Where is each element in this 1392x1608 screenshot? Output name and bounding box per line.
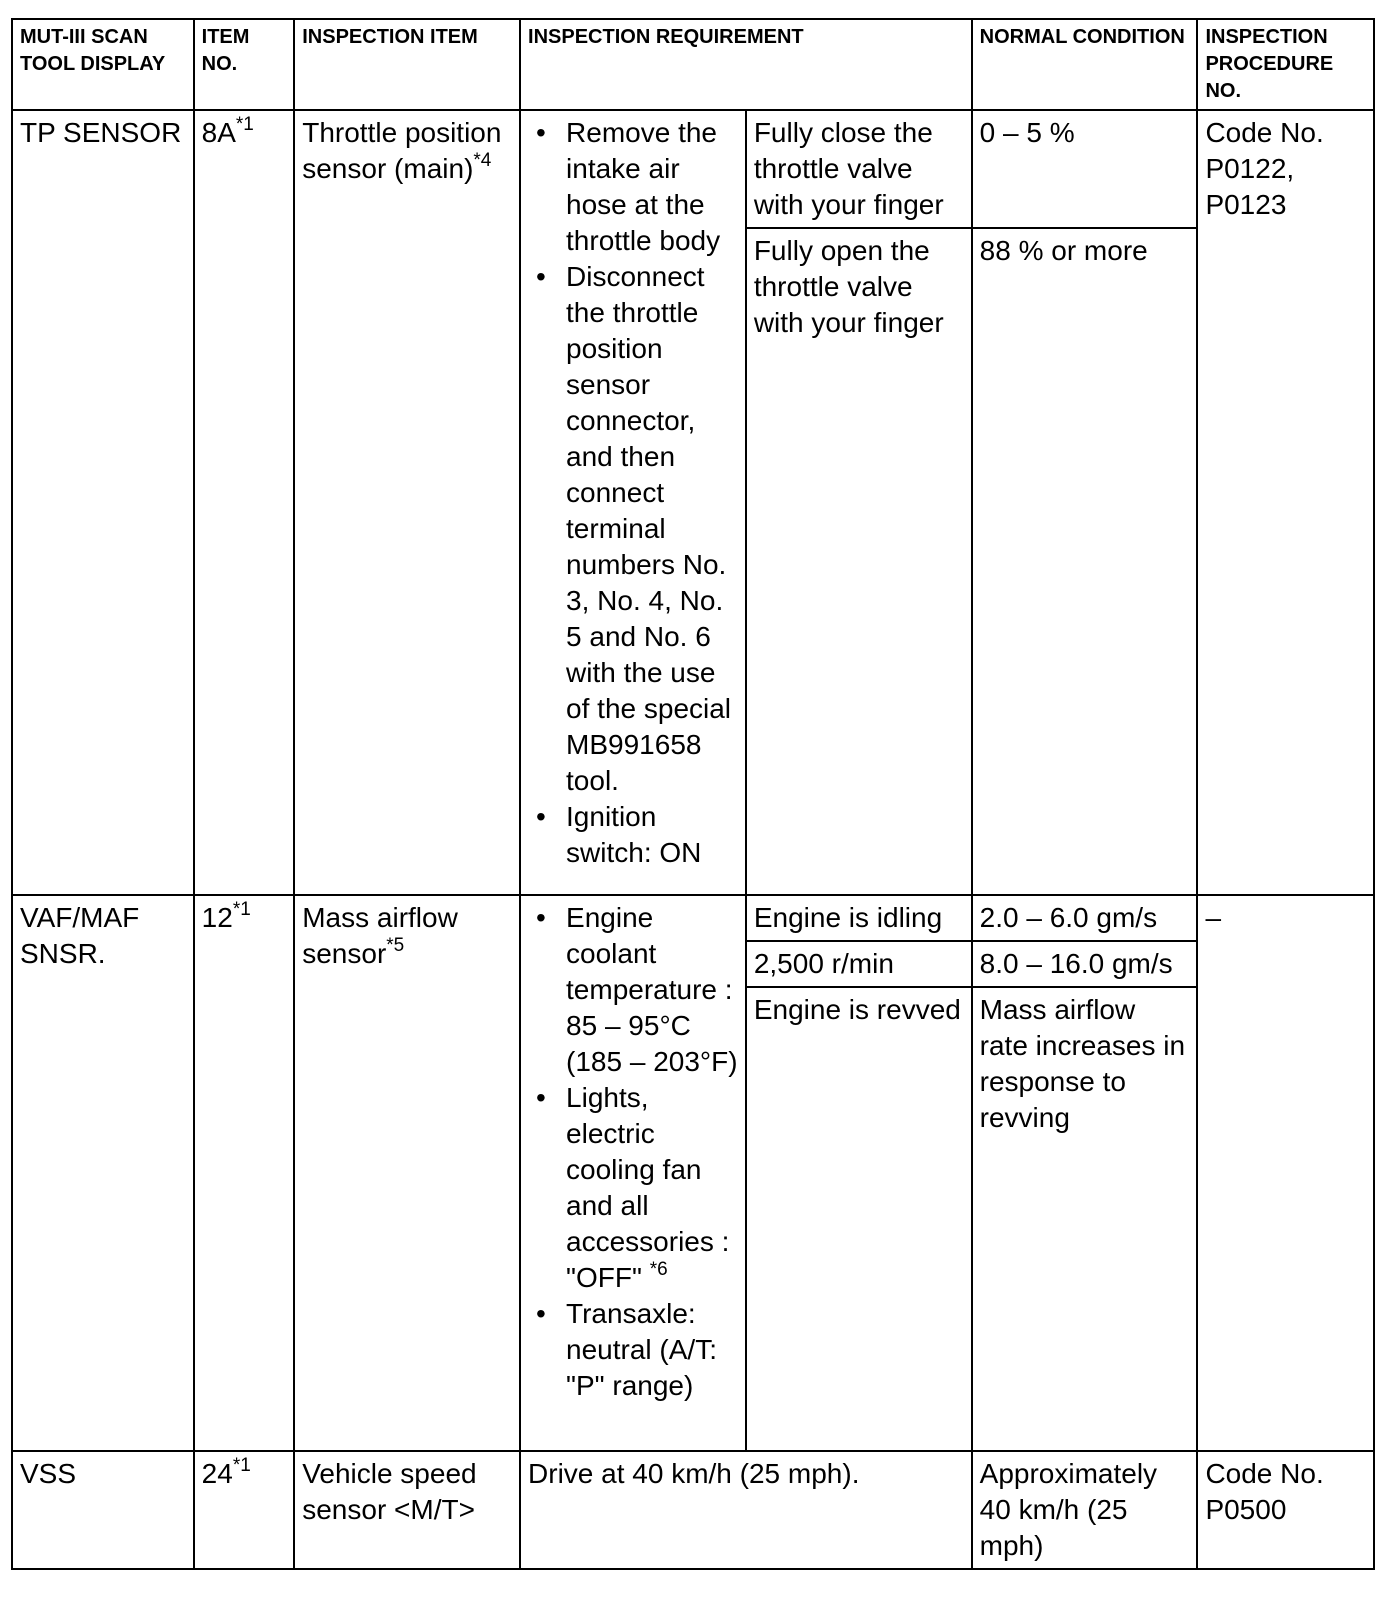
item-no-cell	[194, 895, 295, 1451]
inspection-table	[11, 18, 1375, 1570]
list-item: • Remove the intake air hose at the throttle body	[566, 115, 738, 259]
item-no-text: 8A	[201, 117, 236, 148]
item-no-cell	[194, 1451, 295, 1569]
condition-cell: 2,500 r/min	[746, 941, 972, 987]
item-no-text: 24	[201, 1458, 233, 1489]
table-row	[12, 110, 1374, 228]
display-cell	[12, 110, 194, 895]
header-row	[12, 19, 1374, 110]
normal-cell: 8.0 – 16.0 gm/s	[972, 941, 1198, 987]
list-item: • Transaxle: neutral (A/T: "P" range)	[566, 1296, 738, 1404]
footnote-ref: *5	[386, 934, 405, 956]
requirements-cell	[520, 895, 746, 1451]
procedure-cell: –	[1197, 895, 1374, 1451]
normal-cell: 0 – 5 %	[972, 110, 1198, 228]
inspection-item-cell	[294, 110, 520, 895]
table-row	[12, 1451, 1374, 1569]
list-item-text: Lights, electric cooling fan and all accessories : "OFF"	[566, 1082, 730, 1293]
procedure-cell: Code No. P0122, P0123	[1197, 110, 1374, 895]
requirements-list	[528, 900, 738, 1404]
footnote-ref: *1	[235, 113, 254, 135]
table-row	[12, 895, 1374, 941]
item-no-cell	[194, 110, 295, 895]
footnote-ref: *1	[232, 1454, 251, 1476]
footnote-ref: *1	[232, 898, 251, 920]
normal-cell: Approximately 40 km/h (25 mph)	[972, 1451, 1198, 1569]
requirements-cell	[520, 110, 746, 895]
inspection-item-text: Throttle position sensor (main)	[302, 117, 502, 184]
requirements-list	[528, 115, 738, 871]
condition-cell: Fully open the throttle valve with your finger	[746, 228, 972, 895]
normal-cell: Mass airflow rate increases in response to revving	[972, 987, 1198, 1451]
list-item: • Disconnect the throttle position sensor connector, and then connect terminal numbers No. 3, No. 4, No. 5 and No. 6 with the use of the special MB991658 tool.	[566, 259, 738, 799]
header-procedure-no: INSPECTION PROCEDURE NO.	[1197, 19, 1374, 110]
item-no-text: 12	[201, 902, 233, 933]
normal-cell: 88 % or more	[972, 228, 1198, 895]
header-display: MUT-III SCAN TOOL DISPLAY	[12, 19, 194, 110]
header-normal-condition: NORMAL CONDITION	[972, 19, 1198, 110]
inspection-item-cell	[294, 895, 520, 1451]
list-item: • Engine coolant temperature : 85 – 95°C (185 – 203°F)	[566, 900, 738, 1080]
display-cell: VAF/MAF SNSR.	[12, 895, 194, 1451]
requirement-cell: Drive at 40 km/h (25 mph).	[520, 1451, 972, 1569]
header-item-no: ITEM NO.	[194, 19, 295, 110]
display-cell: VSS	[12, 1451, 194, 1569]
inspection-item-cell: Vehicle speed sensor <M/T>	[294, 1451, 520, 1569]
inspection-item-text: Mass airflow sensor	[302, 902, 458, 969]
list-item: • Ignition switch: ON	[566, 799, 738, 871]
footnote-ref: *6	[649, 1258, 668, 1280]
header-inspection-item: INSPECTION ITEM	[294, 19, 520, 110]
condition-cell: Engine is idling	[746, 895, 972, 941]
condition-cell: Engine is revved	[746, 987, 972, 1451]
condition-cell: Fully close the throttle valve with your finger	[746, 110, 972, 228]
list-item	[566, 1080, 738, 1296]
footnote-ref: *4	[473, 149, 492, 171]
header-inspection-requirement: INSPECTION REQUIREMENT	[520, 19, 972, 110]
normal-cell: 2.0 – 6.0 gm/s	[972, 895, 1198, 941]
display-text: TP SENSOR	[20, 117, 182, 148]
procedure-cell: Code No. P0500	[1197, 1451, 1374, 1569]
